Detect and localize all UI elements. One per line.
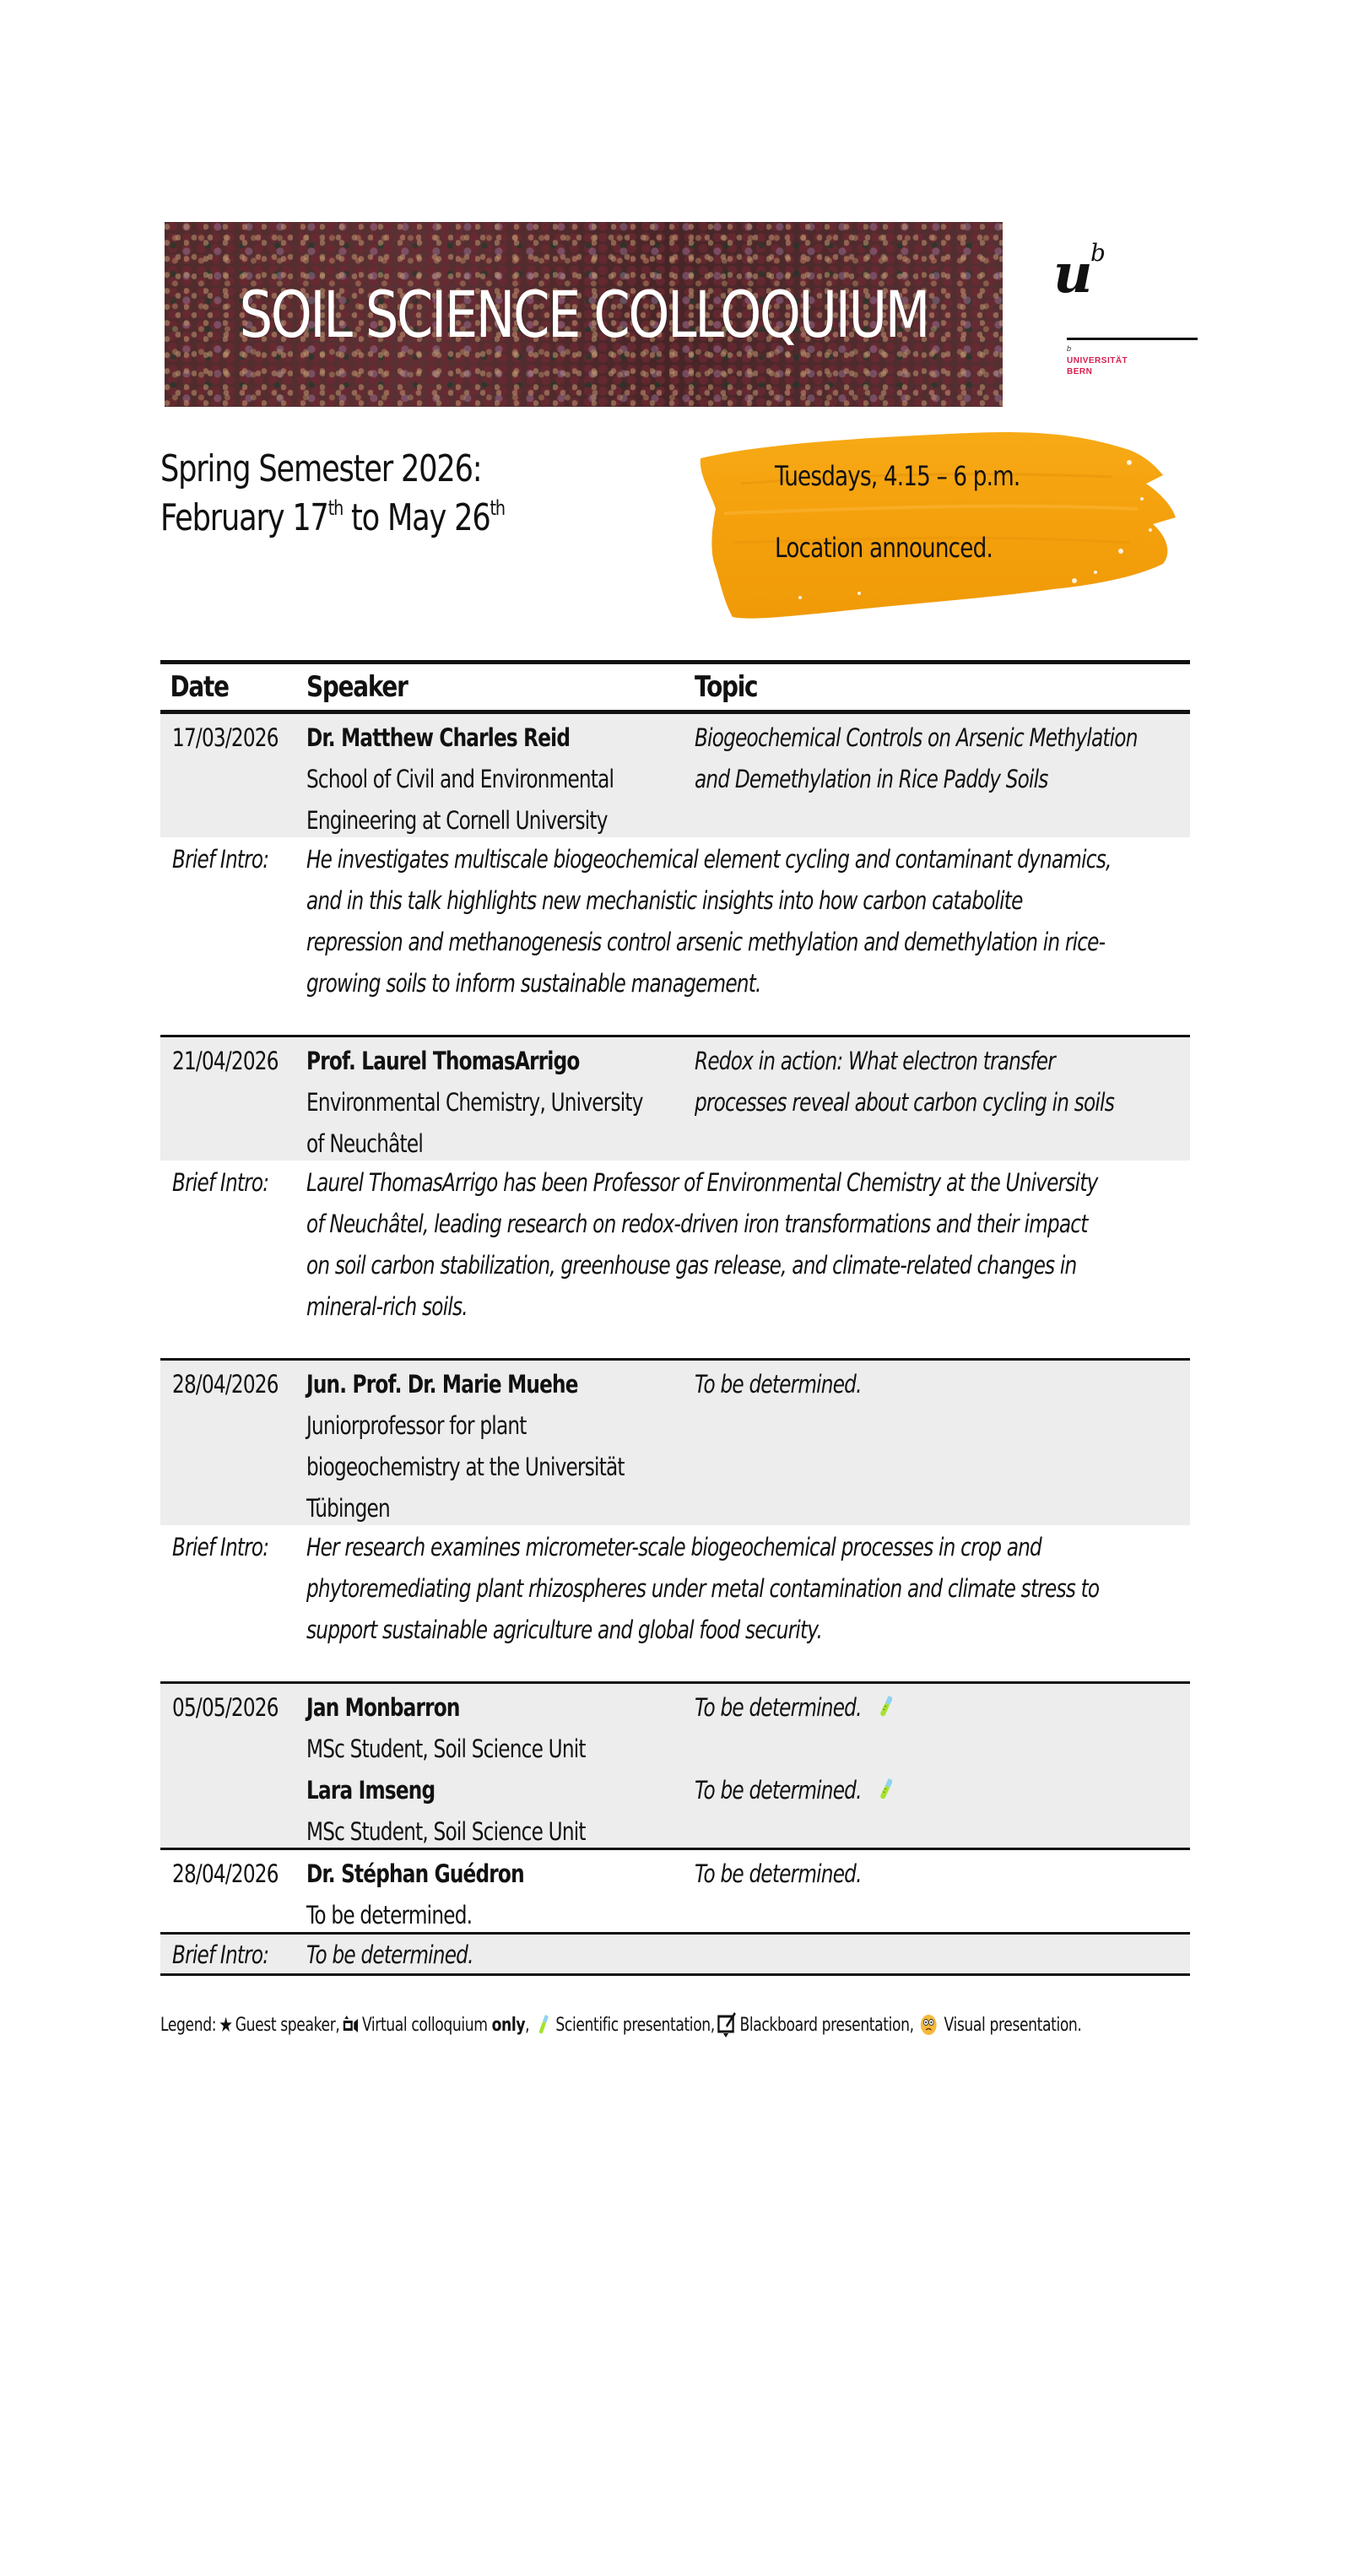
time-info: Tuesdays, 4.15 – 6 p.m. <box>775 460 1020 492</box>
paint-brush-stroke <box>690 425 1184 623</box>
speaker-affiliation: biogeochemistry at the Universität <box>306 1453 625 1481</box>
logo-line-1: UNIVERSITÄT <box>1067 356 1128 365</box>
session-speaker <box>306 1041 695 1165</box>
start-date: February 17 <box>160 496 328 539</box>
table-bottom-rule <box>160 1973 1190 1976</box>
session-topic: To be determined. To be determined. <box>695 1687 1190 1853</box>
speaker-affiliation: School of Civil and Environmental <box>306 765 614 793</box>
speaker-name: Dr. Matthew Charles Reid <box>306 723 571 752</box>
semester-title: Spring Semester 2026: <box>160 447 482 490</box>
speaker-affiliation: MSc Student, Soil Science Unit <box>306 1817 586 1846</box>
logo-rule <box>1067 338 1198 340</box>
session-speaker <box>306 717 695 842</box>
table-row <box>160 714 1190 837</box>
table-row <box>160 1850 1190 1932</box>
speaker-affiliation: MSc Student, Soil Science Unit <box>306 1734 586 1763</box>
session-date: 28/04/2026 <box>172 1370 279 1399</box>
session-topic: To be determined. <box>695 1370 862 1399</box>
legend-item-blackboard: Blackboard presentation, <box>739 2014 914 2036</box>
session-date: 28/04/2026 <box>172 1859 279 1888</box>
session-intro <box>160 1935 1190 1973</box>
speaker-affiliation: Engineering at Cornell University <box>306 806 608 835</box>
speaker-name: Jun. Prof. Dr. Marie Muehe <box>306 1370 578 1399</box>
session-date: 05/05/2026 <box>172 1693 279 1722</box>
session-topic: To be determined. <box>695 1859 862 1888</box>
intro-label: Brief Intro: <box>172 1168 269 1197</box>
logo-small-b: b <box>1067 344 1072 353</box>
intro-text: Laurel ThomasArrigo has been Professor of Environmental Chemistry at the University of Neuchâtel, leading research on redox-driven iron transformations and their impact on soil carbon stabilization, greenhouse gas release, and climate-related changes in mineral-rich soils. <box>306 1168 1098 1321</box>
legend-item-guest-speaker: Guest speaker, <box>235 2014 340 2036</box>
intro-text: He investigates multiscale biogeochemical element cycling and contaminant dynamics, and in this talk highlights new mechanistic insights into how carbon catabolite repression and methanogenesis control arsenic methylation and demethylation in rice- growing soils to inform sustainable management. <box>306 845 1112 998</box>
legend-item-visual: Visual presentation. <box>944 2014 1082 2036</box>
speaker-affiliation: Environmental Chemistry, University <box>306 1088 643 1117</box>
session-speaker <box>306 1364 695 1529</box>
speaker-name: Dr. Stéphan Guédron <box>306 1859 524 1888</box>
session-topic: Biogeochemical Controls on Arsenic Methylation and Demethylation in Rice Paddy Soils <box>695 723 1138 793</box>
header-date: Date <box>170 670 229 704</box>
colloquium-banner <box>165 222 1003 407</box>
header-topic: Topic <box>695 670 758 704</box>
speaker-affiliation: Juniorprofessor for plant <box>306 1411 527 1440</box>
intro-text: To be determined. <box>306 1940 473 1969</box>
logo-mark: u <box>1053 242 1093 306</box>
star-icon: ★ <box>219 2013 233 2037</box>
speaker-name: Lara Imseng <box>306 1776 435 1805</box>
session-date: 17/03/2026 <box>172 723 279 752</box>
video-camera-icon <box>343 2016 360 2034</box>
session-intro <box>160 1161 1190 1328</box>
table-row <box>160 1361 1190 1525</box>
intro-text: Her research examines micrometer-scale biogeochemical processes in crop and phytoremediating plant rhizospheres under metal contamination and climate stress to support sustainable agriculture and global food security. <box>306 1533 1100 1644</box>
thinking-face-icon <box>920 2014 937 2036</box>
speaker-name: Prof. Laurel ThomasArrigo <box>306 1047 580 1075</box>
table-header <box>160 664 1190 710</box>
speaker-name: Jan Monbarron <box>306 1693 460 1722</box>
logo-mark-superscript: b <box>1090 239 1106 267</box>
end-date: to May 26 <box>343 496 490 539</box>
session-speakers <box>306 1687 695 1853</box>
test-tube-icon <box>880 1694 892 1719</box>
header-speaker: Speaker <box>306 670 408 704</box>
logo-line-2: BERN <box>1067 367 1093 376</box>
test-tube-icon <box>538 2013 549 2037</box>
session-intro <box>160 1525 1190 1651</box>
speaker-affiliation: To be determined. <box>306 1901 473 1929</box>
session-intro <box>160 837 1190 1004</box>
semester-info <box>160 445 505 543</box>
semester-dates <box>160 494 505 543</box>
location-info: Location announced. <box>775 532 993 564</box>
legend <box>160 2011 1081 2038</box>
end-date-suffix: th <box>490 496 505 520</box>
intro-label: Brief Intro: <box>172 845 269 874</box>
table-row <box>160 1684 1190 1848</box>
schedule-table <box>160 660 1190 1976</box>
test-tube-icon <box>880 1777 892 1802</box>
speaker-affiliation: of Neuchâtel <box>306 1129 423 1158</box>
banner-title: SOIL SCIENCE COLLOQUIUM <box>239 277 928 352</box>
legend-item-scientific: Scientific presentation, <box>555 2014 715 2036</box>
legend-label: Legend: <box>160 2014 217 2036</box>
session-date: 21/04/2026 <box>172 1047 279 1075</box>
legend-item-virtual: Virtual colloquium only, <box>361 2014 530 2036</box>
session-topic: Redox in action: What electron transfer processes reveal about carbon cycling in soils <box>695 1047 1114 1117</box>
intro-label: Brief Intro: <box>172 1940 269 1969</box>
speaker-affiliation: Tübingen <box>306 1494 390 1523</box>
session-speaker <box>306 1854 695 1936</box>
university-logo <box>1047 239 1190 391</box>
logo-wordmark <box>1067 355 1128 377</box>
intro-label: Brief Intro: <box>172 1533 269 1561</box>
blackboard-icon <box>717 2011 737 2038</box>
start-date-suffix: th <box>327 496 344 520</box>
table-row <box>160 1037 1190 1161</box>
